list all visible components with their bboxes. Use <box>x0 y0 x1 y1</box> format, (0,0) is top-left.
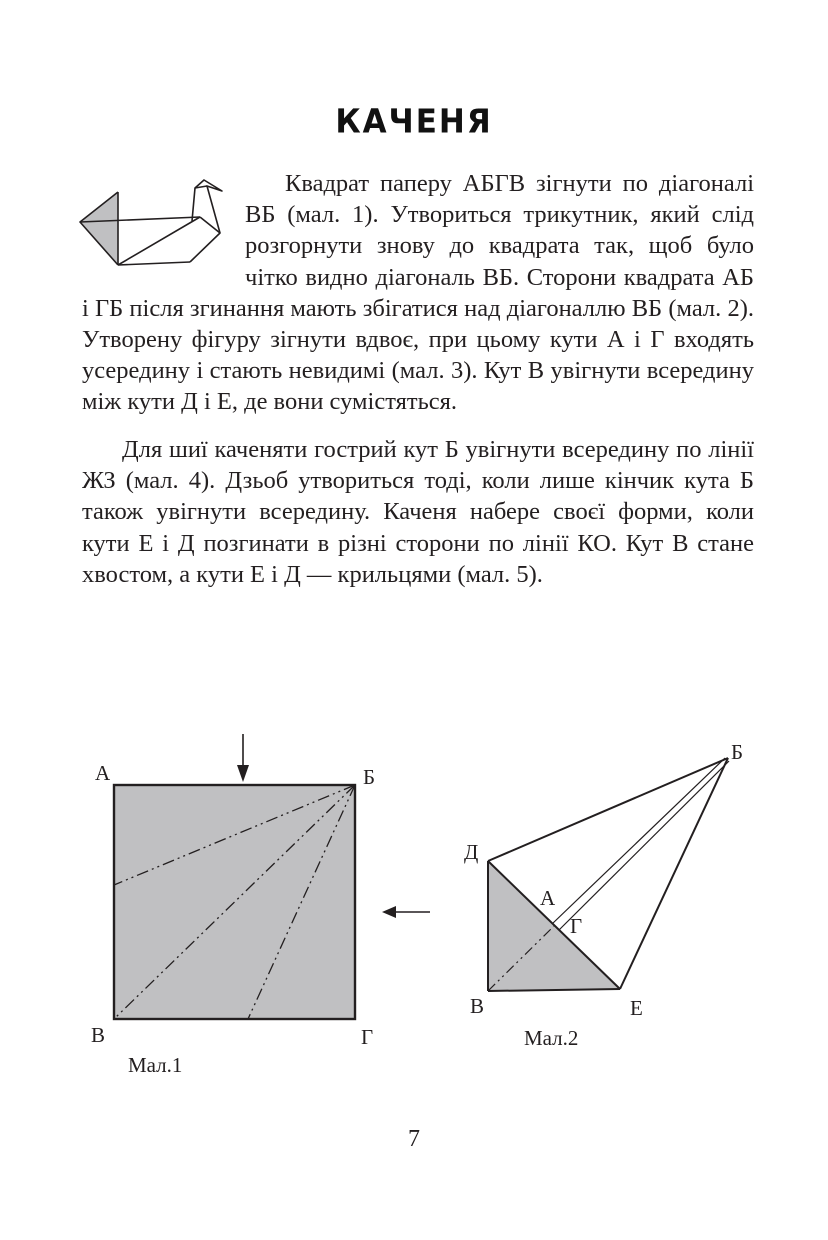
label-g: Г <box>361 1025 374 1049</box>
figure-2 <box>450 730 770 1060</box>
label-a: А <box>95 761 111 785</box>
paragraph-1 <box>82 168 754 418</box>
label-b2: Б <box>731 740 744 764</box>
label-v2: В <box>470 994 485 1018</box>
figure-1 <box>80 725 400 1085</box>
figure-1-caption: Мал.1 <box>128 1053 183 1077</box>
left-arrow-icon <box>380 900 432 920</box>
square-fold-diagram <box>80 725 400 1085</box>
paragraph-2 <box>82 434 754 590</box>
label-b: Б <box>363 765 376 789</box>
page-number: 7 <box>408 1126 420 1152</box>
figure-2-caption: Мал.2 <box>524 1026 579 1050</box>
label-a2: А <box>540 886 556 910</box>
icon-spacer <box>82 168 245 292</box>
label-d: Д <box>464 840 479 864</box>
paragraph-1-text: Квадрат паперу АБГВ зігнути по діагоналі ВБ (мал. 1). Утвориться трикутник, який слід розгорнути знову до квадрата так, щоб було чітко видно діагональ ВБ. Сторони квадрата АБ і ГБ після згинання мають збігатися над діагоналлю ВБ (мал. 2). Утворену фігуру зігнути вдвоє, при цьому кути А і Г входять усередину і стають невидимі (мал. 3). Кут В увігнути всередину між кути Д і Е, де вони сумістяться. <box>82 170 754 416</box>
label-v: В <box>91 1023 106 1047</box>
paragraph-2-text: Для шиї каченяти гострий кут Б увігнути всередину по лінії ЖЗ (мал. 4). Дзьоб утвориться тоді, коли лише кінчик кута Б також увігнути всередину. Каченя набере своєї форми, коли кути Е і Д позгинати в різні сторони по лінії КО. Кут В стане хвостом, а кути Е і Д — крильцями (мал. 5). <box>82 436 754 588</box>
page-title: КАЧЕНЯ <box>335 103 493 141</box>
kite-fold-diagram <box>450 730 770 1060</box>
label-g2: Г <box>570 914 583 938</box>
label-e: Е <box>630 996 643 1020</box>
down-arrow-head-icon <box>237 765 249 782</box>
